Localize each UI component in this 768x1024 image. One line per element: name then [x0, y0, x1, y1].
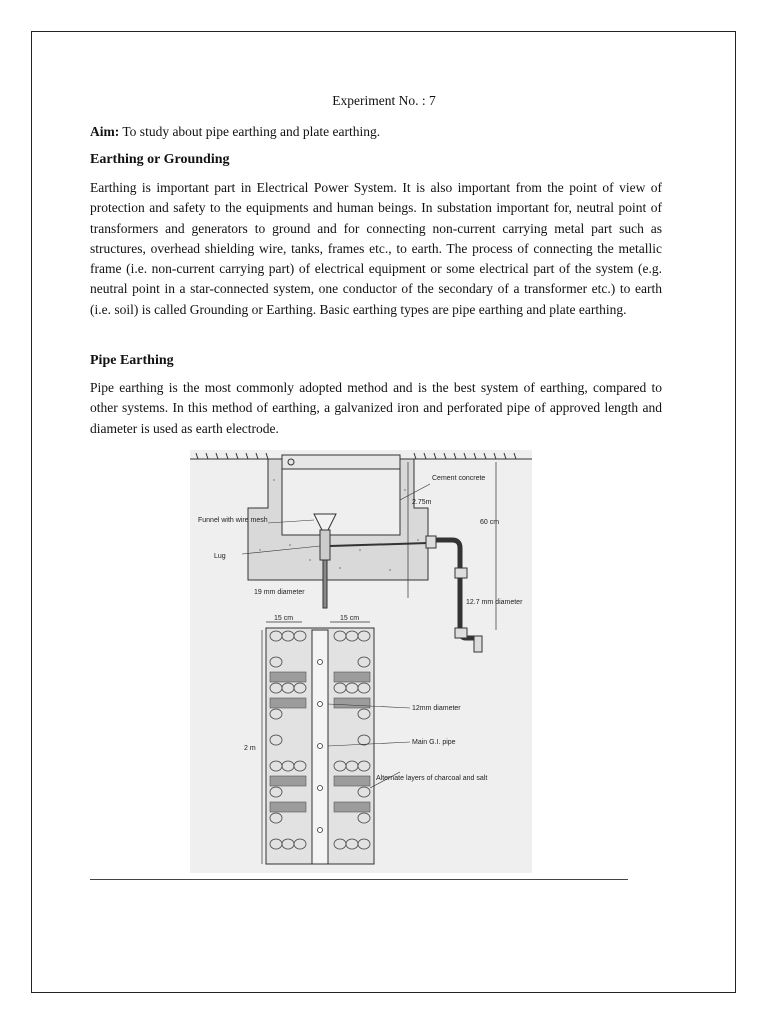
pipe-12-7mm [436, 540, 482, 638]
paragraph-pipe-earthing: Pipe earthing is the most commonly adopted method and is the best system of earthing, compared to other systems. In this method of earthing, a galvanized iron and perforated pipe of approved length and diameter is used as earth electrode. [90, 380, 662, 436]
pipe-earthing-diagram [190, 450, 532, 873]
lug-fitting [320, 530, 330, 560]
pipe-clamp-1 [455, 568, 467, 578]
side-joint [426, 536, 436, 548]
label-height-2m: 2 m [244, 745, 256, 752]
aim-line [90, 124, 380, 140]
label-main-pipe: Main G.I. pipe [412, 739, 456, 746]
label-diam-19: 19 mm diameter [254, 589, 305, 596]
aim-text: To study about pipe earthing and plate earthing. [119, 124, 381, 139]
label-width-15a: 15 cm [274, 615, 294, 622]
label-diam-127: 12.7 mm diameter [466, 599, 523, 606]
section-heading-earthing: Earthing or Grounding [90, 152, 230, 167]
label-cement-concrete: Cement concrete [432, 475, 486, 482]
label-width-15b: 15 cm [340, 615, 360, 622]
footer-rule [90, 879, 628, 880]
diagram-svg [190, 450, 532, 873]
label-funnel: Funnel with wire mesh [198, 517, 268, 524]
section-heading-pipe-earthing: Pipe Earthing [90, 353, 174, 368]
pipe-clamp-2 [455, 628, 467, 638]
experiment-title: Experiment No. : 7 [332, 93, 436, 108]
cement-concrete-block [248, 459, 428, 580]
label-depth-275: 2.75m [412, 499, 432, 506]
label-depth-60: 60 cm [480, 519, 500, 526]
label-diam-12: 12mm diameter [412, 705, 461, 712]
pipe-19mm [323, 560, 327, 608]
aim-label: Aim: [90, 124, 120, 139]
funnel-icon [314, 514, 336, 530]
chamber-cover [282, 455, 400, 469]
label-alternate-layers: Alternate layers of charcoal and salt [376, 775, 488, 782]
paragraph-earthing: Earthing is important part in Electrical Power System. It is also important from the point of view of protection and safety to the equipments and human beings. In substation important for, neutral point of transformers and generators to ground and for connecting non-current carrying metal part such as structures, overhead shielding wire, tanks, frames etc., to earth. The process of connecting the metallic frame (i.e. non-current carrying part) of electrical equipment or some electrical part of the system (e.g. neutral point in a star-connected system, one conductor of the secondary of a transformer etc.) to earth (i.e. soil) is called Grounding or Earthing. Basic earthing types are pipe earthing and plate earthing. [90, 180, 662, 317]
label-lug: Lug [214, 553, 226, 560]
pipe-end-cap [474, 636, 482, 652]
